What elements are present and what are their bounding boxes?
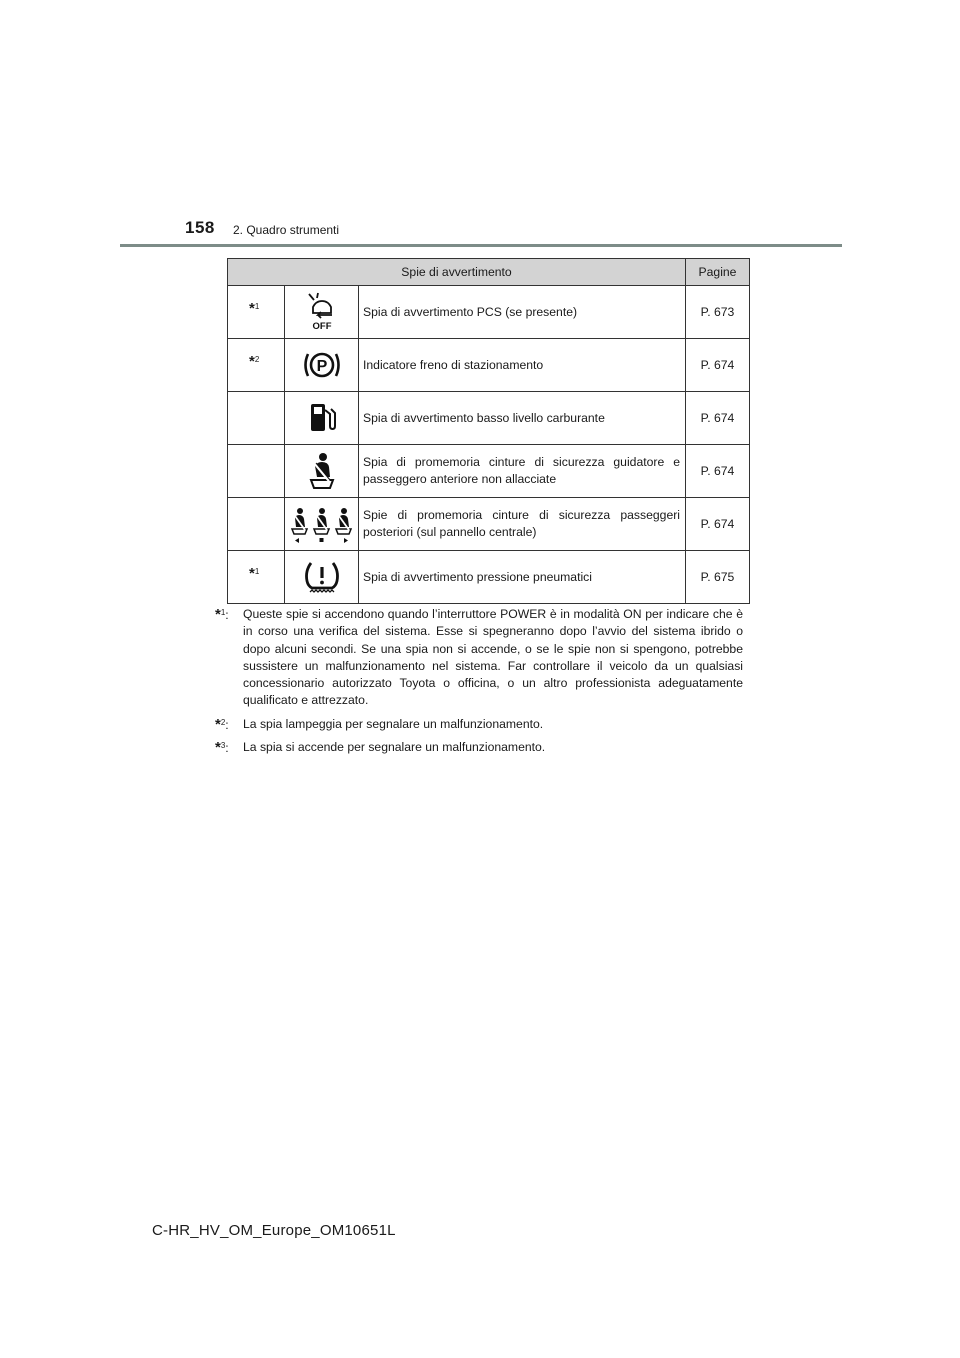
- page-reference: P. 675: [686, 551, 750, 604]
- row-description: Spie di promemoria cinture di sicurezza passeggeri posteriori (sul pannello centrale): [359, 498, 686, 551]
- seatbelt-icon: [305, 452, 339, 490]
- footnote: [215, 739, 743, 756]
- footnote-mark: *$^1$: [249, 565, 260, 582]
- row-description: Indicatore freno di stazionamento: [359, 339, 686, 392]
- page-reference: P. 674: [686, 498, 750, 551]
- row-description: Spia di avvertimento basso livello carburante: [359, 392, 686, 445]
- row-description: Spia di avvertimento pressione pneumatici: [359, 551, 686, 604]
- parking-brake-icon: [302, 348, 342, 382]
- table-row: [228, 392, 750, 445]
- footnote: [215, 606, 743, 710]
- page-reference: P. 673: [686, 286, 750, 339]
- table-row: [228, 551, 750, 604]
- table-row: [228, 498, 750, 551]
- column-header-pages: Pagine: [686, 259, 750, 286]
- svg-text:OFF: OFF: [312, 321, 331, 332]
- column-header-warning: Spie di avvertimento: [228, 259, 686, 286]
- tire-pressure-icon: [302, 559, 342, 595]
- document-id: C-HR_HV_OM_Europe_OM10651L: [152, 1222, 396, 1239]
- footnote-mark: *$^2$: [249, 353, 260, 370]
- header-rule: [120, 244, 842, 247]
- table-row: [228, 339, 750, 392]
- page-number: 158: [185, 218, 215, 237]
- footnote-text: Queste spie si accendono quando l’interruttore POWER è in modalità ON per indicare che è in corso una verifica del sistema. Esse si spegneranno dopo l’avvio del sistema ibrido o dopo alcuni secondi. Se una spia non si accende, o se le spie non si spengono, potrebbe sussistere un malfunzionamento nel sistema. Far controllare il veicolo da un qualsiasi concessionario autorizzato Toyota o officina, o un altro professionista adeguatamente qualificato e attrezzato.: [243, 607, 743, 708]
- footnote-mark: *$^3$:: [215, 739, 229, 757]
- footnote: [215, 716, 743, 733]
- footnote-mark: *$^2$:: [215, 715, 229, 733]
- row-description: Spia di promemoria cinture di sicurezza guidatore e passeggero anteriore non allacciate: [359, 445, 686, 498]
- footnote-mark: *$^1$:: [215, 606, 229, 623]
- page-reference: P. 674: [686, 445, 750, 498]
- page-reference: P. 674: [686, 339, 750, 392]
- table-row: [228, 445, 750, 498]
- rear-seatbelt-icon: [287, 505, 357, 543]
- page-reference: P. 674: [686, 392, 750, 445]
- table-header-row: [228, 259, 750, 286]
- table-row: [228, 286, 750, 339]
- footnote-text: La spia lampeggia per segnalare un malfunzionamento.: [243, 716, 544, 731]
- pcs-off-icon: [302, 292, 342, 332]
- fuel-pump-icon: [307, 401, 337, 435]
- footnote-text: La spia si accende per segnalare un malfunzionamento.: [243, 740, 546, 755]
- warning-lights-table: [227, 258, 750, 604]
- section-title: 2. Quadro strumenti: [233, 223, 340, 237]
- row-description: Spia di avvertimento PCS (se presente): [359, 286, 686, 339]
- footnote-mark: *$^1$: [249, 300, 260, 317]
- svg-text:P: P: [316, 358, 327, 375]
- footnotes: [215, 606, 743, 762]
